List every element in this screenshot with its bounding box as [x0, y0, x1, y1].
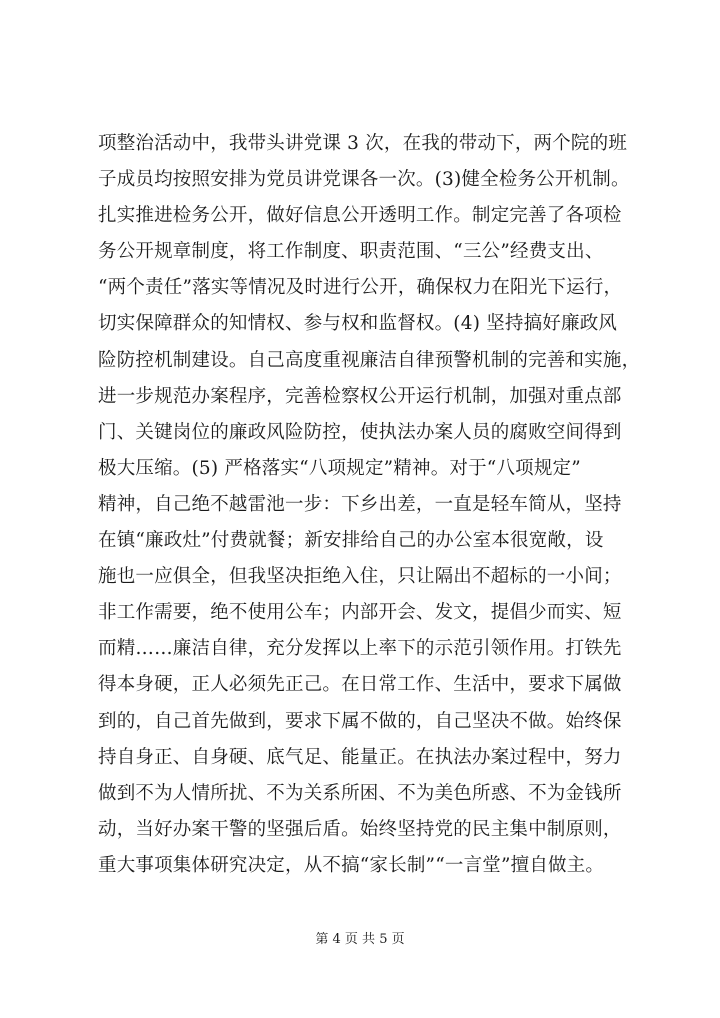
text-line: “两个责任”落实等情况及时进行公开，确保权力在阳光下运行， [98, 277, 623, 299]
text-line: 精神，自己绝不越雷池一步：下乡出差，一直是轻车简从，坚持 [98, 493, 622, 515]
text-line: 进一步规范办案程序，完善检察权公开运行机制，加强对重点部 [98, 385, 622, 407]
text-line: 切实保障群众的知情权、参与权和监督权。(4) 坚持搞好廉政风 [98, 313, 618, 335]
text-line: 而精……廉洁自律，充分发挥以上率下的示范引领作用。打铁先 [98, 638, 622, 660]
text-line: 极大压缩。(5) 严格落实“八项规定”精神。对于“八项规定” [98, 457, 581, 479]
text-line: 到的，自己首先做到，要求下属不做的，自己坚决不做。始终保 [98, 710, 622, 732]
page-footer [0, 928, 720, 947]
text-line: 动，当好办案干警的坚强后盾。始终坚持党的民主集中制原则， [98, 818, 622, 840]
text-line: 子成员均按照安排为党员讲党课各一次。(3)健全检务公开机制。 [98, 169, 630, 191]
text-line: 在镇“廉政灶”付费就餐；新安排给自己的办公室本很宽敞，设 [98, 530, 604, 552]
text-line: 务公开规章制度，将工作制度、职责范围、“三公”经费支出、 [98, 241, 604, 263]
text-line: 险防控机制建设。自己高度重视廉洁自律预警机制的完善和实施， [98, 349, 641, 371]
text-line: 做到不为人情所扰、不为关系所困、不为美色所惑、不为金钱所 [98, 782, 622, 804]
text-line: 重大事项集体研究决定，从不搞“家长制”“一言堂”擅自做主。 [98, 854, 605, 876]
text-line: 持自身正、自身硬、底气足、能量正。在执法办案过程中，努力 [98, 746, 622, 768]
text-line: 扎实推进检务公开，做好信息公开透明工作。制定完善了各项检 [98, 205, 622, 227]
text-line: 项整治活动中，我带头讲党课 3 次，在我的带动下，两个院的班 [98, 133, 628, 154]
text-line: 施也一应俱全，但我坚决拒绝入住，只让隔出不超标的一小间； [98, 566, 622, 588]
body-text [98, 126, 641, 884]
text-line: 非工作需要，绝不使用公车；内部开会、发文，提倡少而实、短 [98, 602, 622, 624]
text-line: 得本身硬，正人必须先正己。在日常工作、生活中，要求下属做 [98, 674, 622, 696]
page-number-indicator: 第 4 页 共 5 页 [315, 932, 405, 947]
text-line: 门、关键岗位的廉政风险防控，使执法办案人员的腐败空间得到 [98, 421, 622, 443]
